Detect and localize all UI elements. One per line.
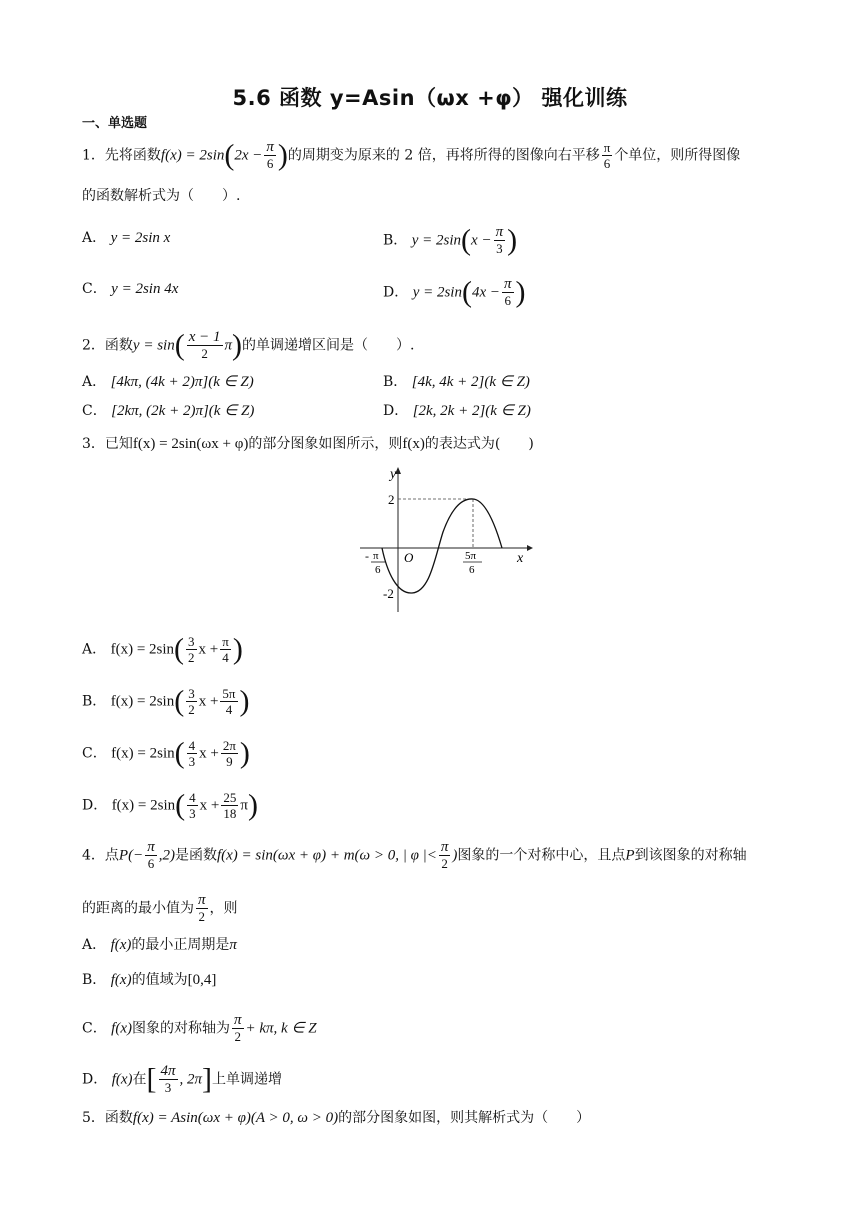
q3-option-b[interactable]: B． f(x) = 2sin( $\frac{3}{2}$ x + $\frac{5\pi}{4}$ ): [82, 684, 250, 718]
q2-option-b[interactable]: B． [4k, 4k + 2](k ∈ Z): [383, 374, 530, 390]
q3-option-a[interactable]: A． f(x) = 2sin( $\frac{3}{2}$ x + $\frac{\pi}{4}$ ): [82, 632, 243, 666]
q4-option-a[interactable]: A． f(x)的最小正周期是π: [82, 937, 237, 953]
q3-sine-graph: [355, 462, 535, 614]
q1-middle: 的周期变为原来的 2 倍，再将所得的图像向右平移: [287, 147, 600, 164]
q1-option-a[interactable]: A． y = 2sin x: [82, 230, 171, 246]
sine-curve: [382, 499, 502, 593]
q4-option-c[interactable]: C． f(x)图象的对称轴为 $\frac{\pi}{2}$ + kπ, k ∈ Z: [82, 1012, 317, 1044]
q1-option-b[interactable]: B． y = 2sin(x − $\frac{\pi}{3}$ ): [383, 223, 518, 257]
section-heading: 一、单选题: [82, 116, 148, 131]
x-right-denominator: 6: [469, 564, 475, 576]
question-1: [82, 140, 740, 171]
q2-option-c[interactable]: C． [2kπ, (2k + 2)π](k ∈ Z): [82, 403, 255, 419]
q1-option-d[interactable]: D． y = 2sin(4x − $\frac{\pi}{6}$ ): [383, 275, 526, 309]
question-4: 4．点P(− $\frac{\pi}{6}$ ,2)是函数f(x) = sin(ωx + φ) + m(ω > 0, | φ |< $\frac{\pi}{2}$ )图象的一个对称中心，且点P到该图象的对称轴: [82, 839, 747, 871]
q2-fraction: $\frac{x - 1}{2}$: [188, 329, 221, 361]
q4-option-d[interactable]: D． f(x)在[ $\frac{4\pi}{3}$ , 2π]上单调递增: [82, 1062, 283, 1096]
q1-line2: 的函数解析式为（ ）.: [82, 188, 241, 204]
x-left-denominator: 6: [375, 564, 381, 576]
q1-suffix: 个单位，则所得图像: [614, 147, 741, 164]
q1-inner: 2x −: [234, 147, 263, 164]
q3-option-c[interactable]: C． f(x) = 2sin( $\frac{4}{3}$ x + $\frac{2\pi}{9}$ ): [82, 736, 250, 770]
q3-option-d[interactable]: D． f(x) = 2sin( $\frac{4}{3}$ x + $\frac{25}{18}$ π): [82, 788, 258, 822]
q2-option-d[interactable]: D． [2k, 2k + 2](k ∈ Z): [383, 403, 531, 419]
right-paren: ): [277, 138, 288, 172]
q1-option-c[interactable]: C． y = 2sin 4x: [82, 281, 179, 297]
x-left-sign: -: [365, 549, 369, 563]
q2-option-a[interactable]: A． [4kπ, (4k + 2)π](k ∈ Z): [82, 374, 254, 390]
y-axis-label: y: [390, 467, 397, 482]
x-axis-label: x: [517, 551, 524, 566]
x-axis-arrow: [527, 545, 533, 551]
q1-shift-fraction: $\frac{\pi}{6}$: [603, 140, 611, 171]
page-title: 5.6 函数 y=Asin（ωx +φ） 强化训练: [232, 86, 628, 110]
origin-label: O: [404, 550, 414, 565]
q1-function: f(x) = 2sin: [160, 147, 225, 164]
q4-option-b[interactable]: B． f(x)的值域为[0,4]: [82, 972, 217, 988]
q1-fraction: $\frac{\pi}{6}$: [266, 139, 274, 171]
question-3: 3．已知f(x) = 2sin(ωx + φ)的部分图象如图所示，则f(x)的表达式为( ): [82, 436, 534, 452]
x-right-numerator: 5π: [465, 550, 477, 562]
q1-prefix: 1．先将函数: [82, 147, 161, 164]
left-paren: (: [224, 138, 235, 172]
question-2: 2．函数y = sin( $\frac{x - 1}{2}$ π)的单调递增区间是（ ）.: [82, 328, 415, 362]
x-left-numerator: π: [373, 550, 379, 562]
y-max-label: 2: [388, 492, 395, 507]
q4-line2: 的距离的最小值为 $\frac{\pi}{2}$ ，则: [82, 892, 238, 924]
y-min-label: -2: [383, 586, 394, 601]
question-5: 5．函数f(x) = Asin(ωx + φ)(A > 0, ω > 0)的部分图象如图，则其解析式为（ ）: [82, 1110, 591, 1126]
